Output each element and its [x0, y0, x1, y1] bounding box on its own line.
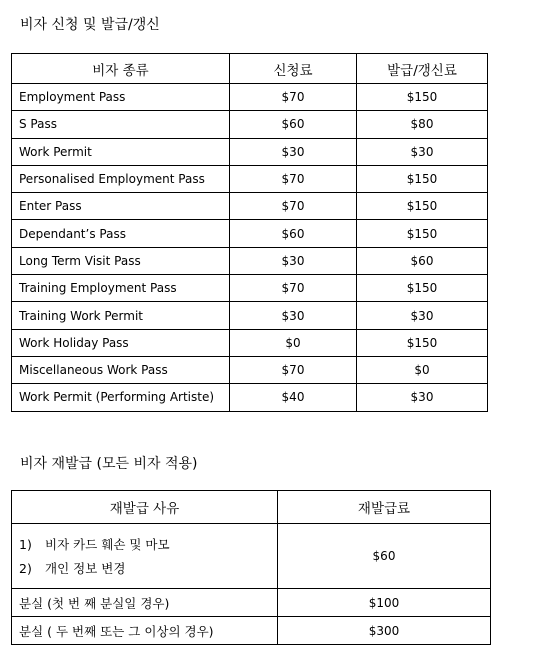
visa-type-cell: Long Term Visit Pass — [12, 247, 230, 274]
section-title-reissuance: 비자 재발급 (모든 비자 적용) — [20, 456, 198, 472]
list-text: 비자 카드 훼손 및 마모 — [45, 537, 170, 552]
table-row — [12, 84, 488, 111]
section-title-issuance: 비자 신청 및 발급/갱신 — [20, 17, 160, 33]
list-number: 1) — [19, 536, 32, 552]
header-issuance-fee: 발급/갱신료 — [357, 54, 488, 84]
issuance-fee-cell: $150 — [357, 329, 488, 356]
application-fee-cell: $70 — [230, 84, 357, 111]
header-application-fee: 신청료 — [230, 54, 357, 84]
application-fee-cell: $30 — [230, 138, 357, 165]
reissue-fee-table — [11, 490, 491, 645]
reason-cell: 분실 ( 두 번째 또는 그 이상의 경우) — [12, 617, 278, 645]
issuance-fee-cell: $30 — [357, 138, 488, 165]
issuance-fee-cell: $150 — [357, 165, 488, 192]
list-text: 개인 정보 변경 — [45, 561, 126, 576]
reason-cell — [12, 524, 278, 589]
issuance-fee-cell: $150 — [357, 275, 488, 302]
fee-cell: $300 — [278, 617, 491, 645]
list-item — [19, 532, 277, 556]
visa-type-cell: Training Work Permit — [12, 302, 230, 329]
table-row — [12, 138, 488, 165]
visa-type-cell: Miscellaneous Work Pass — [12, 356, 230, 383]
table-row — [12, 617, 491, 645]
visa-fee-table — [11, 53, 488, 412]
table-row — [12, 384, 488, 411]
application-fee-cell: $60 — [230, 111, 357, 138]
visa-type-cell: Enter Pass — [12, 193, 230, 220]
issuance-fee-cell: $60 — [357, 247, 488, 274]
application-fee-cell: $70 — [230, 193, 357, 220]
reason-cell: 분실 (첫 번 째 분실일 경우) — [12, 589, 278, 617]
table-row — [12, 589, 491, 617]
application-fee-cell: $40 — [230, 384, 357, 411]
table-row — [12, 247, 488, 274]
table-row — [12, 302, 488, 329]
table-row — [12, 329, 488, 356]
application-fee-cell: $30 — [230, 247, 357, 274]
table-header-row — [12, 491, 491, 524]
visa-type-cell: Work Permit — [12, 138, 230, 165]
visa-type-cell: Dependant’s Pass — [12, 220, 230, 247]
issuance-fee-cell: $80 — [357, 111, 488, 138]
issuance-fee-cell: $150 — [357, 193, 488, 220]
table-row — [12, 524, 491, 589]
list-item — [19, 556, 277, 580]
table-row — [12, 165, 488, 192]
visa-type-cell: Personalised Employment Pass — [12, 165, 230, 192]
table-row — [12, 193, 488, 220]
issuance-fee-cell: $30 — [357, 384, 488, 411]
header-visa-type: 비자 종류 — [12, 54, 230, 84]
application-fee-cell: $70 — [230, 165, 357, 192]
table-row — [12, 356, 488, 383]
table-row — [12, 275, 488, 302]
list-number: 2) — [19, 560, 32, 576]
fee-cell: $100 — [278, 589, 491, 617]
application-fee-cell: $0 — [230, 329, 357, 356]
visa-type-cell: Work Permit (Performing Artiste) — [12, 384, 230, 411]
issuance-fee-cell: $30 — [357, 302, 488, 329]
table-header-row — [12, 54, 488, 84]
table-row — [12, 111, 488, 138]
header-reissue-fee: 재발급료 — [278, 491, 491, 524]
header-reissue-reason: 재발급 사유 — [12, 491, 278, 524]
visa-type-cell: Training Employment Pass — [12, 275, 230, 302]
fee-cell: $60 — [278, 524, 491, 589]
application-fee-cell: $70 — [230, 356, 357, 383]
visa-type-cell: Employment Pass — [12, 84, 230, 111]
issuance-fee-cell: $150 — [357, 220, 488, 247]
issuance-fee-cell: $150 — [357, 84, 488, 111]
table-row — [12, 220, 488, 247]
issuance-fee-cell: $0 — [357, 356, 488, 383]
visa-type-cell: S Pass — [12, 111, 230, 138]
application-fee-cell: $30 — [230, 302, 357, 329]
visa-type-cell: Work Holiday Pass — [12, 329, 230, 356]
application-fee-cell: $60 — [230, 220, 357, 247]
application-fee-cell: $70 — [230, 275, 357, 302]
